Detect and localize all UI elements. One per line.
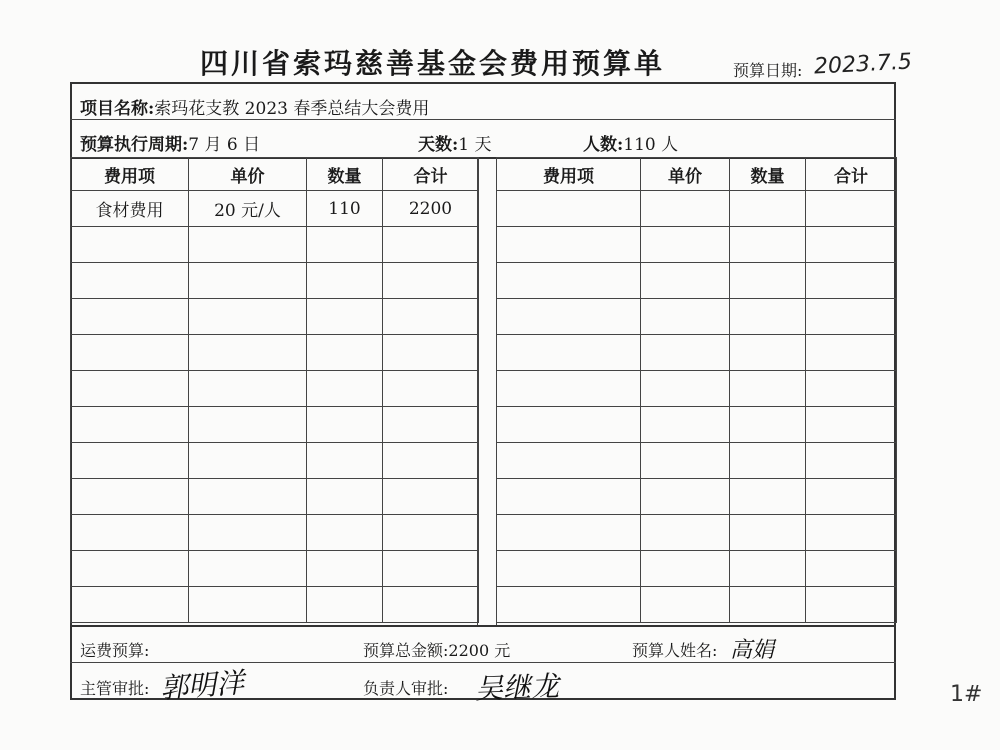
divider	[70, 662, 896, 663]
table-cell: 食材费用	[71, 191, 189, 227]
project-name-row	[80, 94, 429, 119]
project-name-value: 索玛花支教 2023 春季总结大会费用	[154, 99, 430, 119]
period-label: 预算执行周期:	[80, 135, 189, 155]
cost-table-left	[70, 157, 479, 623]
director-signature: 吴继龙	[474, 669, 560, 706]
table-row	[497, 551, 897, 587]
divider	[70, 119, 896, 120]
budget-date-label: 预算日期:	[733, 61, 803, 80]
total-budget-label: 预算总金额:	[363, 641, 449, 660]
table-row	[71, 191, 479, 227]
table-row	[497, 335, 897, 371]
column-header: 费用项	[497, 158, 641, 191]
shipping-budget-label: 运费预算:	[80, 641, 150, 660]
column-header: 单价	[641, 158, 730, 191]
table-cell: 20 元/人	[189, 191, 307, 227]
preparer-signature: 高娟	[730, 638, 775, 663]
total-budget-value: 2200 元	[448, 641, 511, 660]
table-row	[497, 371, 897, 407]
table-row	[497, 479, 897, 515]
people-value: 110 人	[623, 135, 679, 155]
table-row	[497, 443, 897, 479]
table-cell: 2200	[383, 191, 479, 227]
table-row	[71, 335, 479, 371]
project-name-label: 项目名称:	[80, 99, 155, 119]
cost-table-right	[496, 157, 897, 623]
column-header: 合计	[806, 158, 897, 191]
people-row	[583, 130, 678, 155]
column-header: 数量	[307, 158, 383, 191]
budget-date-value: 2023.7.5	[813, 49, 913, 80]
supervisor-signature: 郭明洋	[159, 666, 246, 705]
days-label: 天数:	[418, 135, 459, 155]
column-header: 数量	[730, 158, 806, 191]
period-row	[80, 130, 260, 155]
table-row	[71, 551, 479, 587]
column-header: 合计	[383, 158, 479, 191]
column-header: 费用项	[71, 158, 189, 191]
table-row	[497, 263, 897, 299]
table-cell: 110	[307, 191, 383, 227]
table-header-row	[71, 158, 479, 191]
preparer-label: 预算人姓名:	[632, 641, 718, 660]
table-row	[71, 263, 479, 299]
people-label: 人数:	[583, 135, 624, 155]
supervisor-approval-label: 主管审批:	[80, 679, 150, 698]
director-approval-label: 负责人审批:	[363, 679, 449, 698]
total-budget-row	[363, 638, 510, 661]
table-row	[497, 587, 897, 623]
days-row	[418, 130, 492, 155]
period-value: 7 月 6 日	[188, 135, 261, 155]
table-row	[71, 479, 479, 515]
table-row	[497, 191, 897, 227]
form-title: 四川省索玛慈善基金会费用预算单	[200, 47, 666, 80]
table-row	[497, 299, 897, 335]
table-header-row	[497, 158, 897, 191]
table-row	[71, 407, 479, 443]
table-row	[71, 371, 479, 407]
table-row	[71, 515, 479, 551]
divider	[70, 625, 896, 627]
table-row	[497, 515, 897, 551]
table-row	[71, 443, 479, 479]
table-row	[497, 407, 897, 443]
column-header: 单价	[189, 158, 307, 191]
table-row	[71, 587, 479, 623]
column-separator	[477, 158, 497, 625]
table-row	[71, 299, 479, 335]
page-mark: 1#	[950, 682, 983, 707]
table-row	[497, 227, 897, 263]
days-value: 1 天	[458, 135, 492, 155]
table-row	[71, 227, 479, 263]
